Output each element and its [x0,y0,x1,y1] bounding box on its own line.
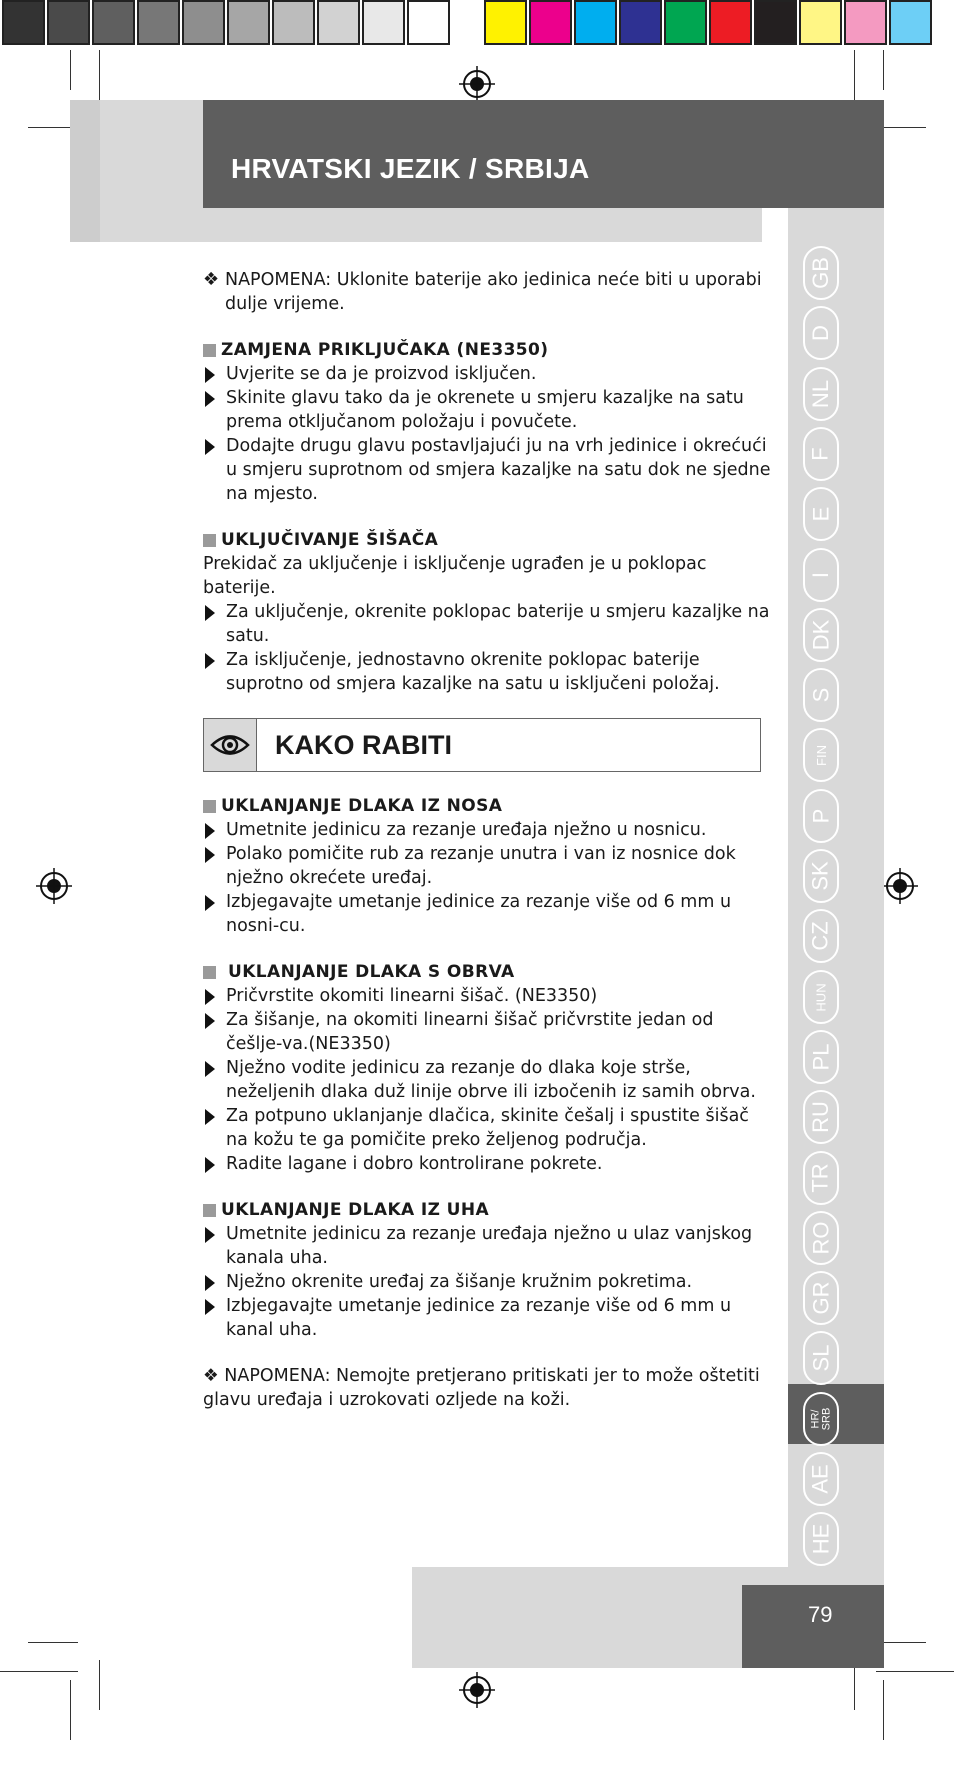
triangle-bullet-icon [205,895,215,911]
list-item: Dodajte drugu glavu postavljajući ju na vrh jedinice i okrećući u smjeru suprotnom od smjera kazaljke na satu dok ne sjedne na mjesto. [203,434,771,506]
note-text: NAPOMENA: Uklonite baterije ako jedinica neće biti u uporabi dulje vrijeme. [225,270,762,314]
section-heading: UKLJUČIVANJE ŠIŠAČA [203,528,771,552]
note-text: NAPOMENA: Nemojte pretjerano pritiskati jer to može oštetiti glavu uređaja i uzrokovati ozljede na koži. [203,1366,760,1410]
grays-swatch [92,0,135,45]
triangle-bullet-icon [205,847,215,863]
square-bullet-icon [203,800,216,813]
nose-list [203,818,771,938]
crop-mark [28,1642,78,1643]
main-content [203,268,771,1412]
language-tab-nl[interactable] [803,367,839,421]
registration-mark-icon [882,868,918,904]
language-tab-ru[interactable] [803,1090,839,1144]
list-item: Nježno vodite jedinicu za rezanje do dlaka koje strše, neželjenih dlaka duž linije obrve ili izbočenih iz samih obrva. [203,1056,771,1104]
page-title: HRVATSKI JEZIK / SRBIJA [231,153,590,184]
colors-swatch [619,0,662,45]
grays-swatch [47,0,90,45]
language-tab-label: GB [807,257,833,289]
language-tab-dk[interactable] [803,608,839,662]
eye-icon [204,719,257,771]
triangle-bullet-icon [205,653,215,669]
colors-swatch [844,0,887,45]
colors-swatch [709,0,752,45]
language-tab-fin[interactable] [803,728,839,782]
colors-swatch [484,0,527,45]
grays-swatch [317,0,360,45]
language-tab-d[interactable] [803,306,839,360]
attachments-list [203,362,771,506]
language-tab-pl[interactable] [803,1030,839,1084]
language-tab-e[interactable] [803,487,839,541]
how-to-use-banner [203,718,761,772]
list-item: Izbjegavajte umetanje jedinice za rezanje više od 6 mm u kanal uha. [203,1294,771,1342]
grays-swatch [137,0,180,45]
crop-mark [883,50,884,90]
list-item: Za šišanje, na okomiti linearni šišač pričvrstite jedan od češlje-va.(NE3350) [203,1008,771,1056]
triangle-bullet-icon [205,367,215,383]
colors-swatch [754,0,797,45]
language-tab-label: D [807,325,833,341]
colors-swatch [529,0,572,45]
language-tab-gb[interactable] [803,246,839,300]
list-item: Za uključenje, okrenite poklopac baterije u smjeru kazaljke na satu. [203,600,771,648]
language-tab-label: GR [808,1281,833,1315]
note-pressure [203,1364,771,1412]
language-tab-label: E [808,506,833,522]
triangle-bullet-icon [205,1157,215,1173]
square-bullet-icon [203,1204,216,1217]
grays-swatch [182,0,225,45]
language-tab-label: FIN [813,744,829,766]
note-battery [203,268,771,316]
language-tab-label: NL [808,379,833,409]
language-tab-label: I [808,571,833,579]
language-tab-label: HR/ SRB [809,1407,832,1431]
triangle-bullet-icon [205,391,215,407]
section-heading: UKLANJANJE DLAKA IZ NOSA [203,794,771,818]
crop-mark [883,1680,884,1740]
grays-swatch [362,0,405,45]
grays-swatch [2,0,45,45]
language-tab-p[interactable] [803,789,839,843]
triangle-bullet-icon [205,1299,215,1315]
triangle-bullet-icon [205,1109,215,1125]
list-item: Nježno okrenite uređaj za šišanje kružnim pokretima. [203,1270,771,1294]
triangle-bullet-icon [205,605,215,621]
language-tab-label: S [808,687,833,703]
section-heading: UKLANJANJE DLAKA IZ UHA [203,1198,771,1222]
section-heading: UKLANJANJE DLAKA S OBRVA [203,960,771,984]
language-tab-label: PL [807,1043,833,1071]
how-to-use-title: KAKO RABITI [275,730,452,760]
list-item: Umetnite jedinicu za rezanje uređaja nježno u nosnicu. [203,818,771,842]
language-tab-label: HE [808,1523,833,1555]
grays-swatch [407,0,450,45]
triangle-bullet-icon [205,1013,215,1029]
language-tab-s[interactable] [803,668,839,722]
triangle-bullet-icon [205,1227,215,1243]
square-bullet-icon [203,534,216,547]
language-tab-label: RU [808,1101,833,1133]
list-item: Izbjegavajte umetanje jedinice za rezanje više od 6 mm u nosni-cu. [203,890,771,938]
language-tab-cz[interactable] [803,909,839,963]
colors-swatch [889,0,932,45]
colors-swatch [574,0,617,45]
grays-swatch [227,0,270,45]
language-tab-label: RO [808,1221,833,1255]
language-tab-sk[interactable] [803,849,839,903]
list-item: Uvjerite se da je proizvod isključen. [203,362,771,386]
language-tab-he[interactable] [803,1512,839,1566]
language-tab-i[interactable] [803,548,839,602]
registration-mark-icon [36,868,72,904]
language-tab-tr[interactable] [803,1151,839,1205]
crop-mark [99,1660,100,1710]
colors-swatch [664,0,707,45]
triangle-bullet-icon [205,1275,215,1291]
language-tab-sl[interactable] [803,1331,839,1385]
page-number: 79 [808,1602,833,1627]
language-tab-label: SK [807,861,833,891]
list-item: Skinite glavu tako da je okrenete u smjeru kazaljke na satu prema otključanom položaju i povučete. [203,386,771,434]
triangle-bullet-icon [205,1061,215,1077]
warning-icon: ❖ [203,1366,219,1386]
colors-swatch [799,0,842,45]
crop-mark [70,1680,71,1740]
list-item: Za isključenje, jednostavno okrenite poklopac baterije suprotno od smjera kazaljke na satu u isključeni položaj. [203,648,771,696]
header-light-band-left [70,100,100,242]
color-calibration-bar [484,0,934,49]
ear-list [203,1222,771,1342]
language-tab-label: SL [807,1344,833,1372]
brows-list [203,984,771,1176]
crop-mark [70,50,71,90]
language-tab-label: AE [807,1464,833,1494]
triangle-bullet-icon [205,439,215,455]
section-intro: Prekidač za uključenje i isključenje ugrađen je u poklopac baterije. [203,554,707,598]
square-bullet-icon [203,966,216,979]
language-tab-f[interactable] [803,427,839,481]
language-tab-label: TR [807,1163,833,1193]
switch-list [203,600,771,696]
language-tab-label: P [808,808,833,824]
square-bullet-icon [203,344,216,357]
registration-mark-icon [459,66,495,102]
triangle-bullet-icon [205,823,215,839]
language-tab-label: HUN [813,982,829,1012]
language-tab-hr-srb[interactable] [803,1392,839,1446]
warning-icon: ❖ [203,269,220,290]
crop-mark [0,1671,78,1672]
section-heading: ZAMJENA PRIKLJUČAKA (NE3350) [203,338,771,362]
language-tab-gr[interactable] [803,1271,839,1325]
grayscale-calibration-bar [2,0,452,49]
language-tab-ro[interactable] [803,1211,839,1265]
language-tab-hun[interactable] [803,970,839,1024]
language-tab-label: CZ [807,921,833,951]
list-item: Radite lagane i dobro kontrolirane pokrete. [203,1152,771,1176]
list-item: Za potpuno uklanjanje dlačica, skinite češalj i spustite šišač na kožu te ga pomičite preko željenog područja. [203,1104,771,1152]
list-item: Umetnite jedinicu za rezanje uređaja nježno u ulaz vanjskog kanala uha. [203,1222,771,1270]
triangle-bullet-icon [205,989,215,1005]
list-item: Polako pomičite rub za rezanje unutra i van iz nosnice dok nježno okrećete uređaj. [203,842,771,890]
grays-swatch [272,0,315,45]
language-tab-label: DK [808,619,833,651]
registration-mark-icon [459,1672,495,1708]
list-item: Pričvrstite okomiti linearni šišač. (NE3350) [203,984,771,1008]
crop-mark [876,1671,954,1672]
language-tab-label: F [807,447,833,461]
language-tab-ae[interactable] [803,1452,839,1506]
